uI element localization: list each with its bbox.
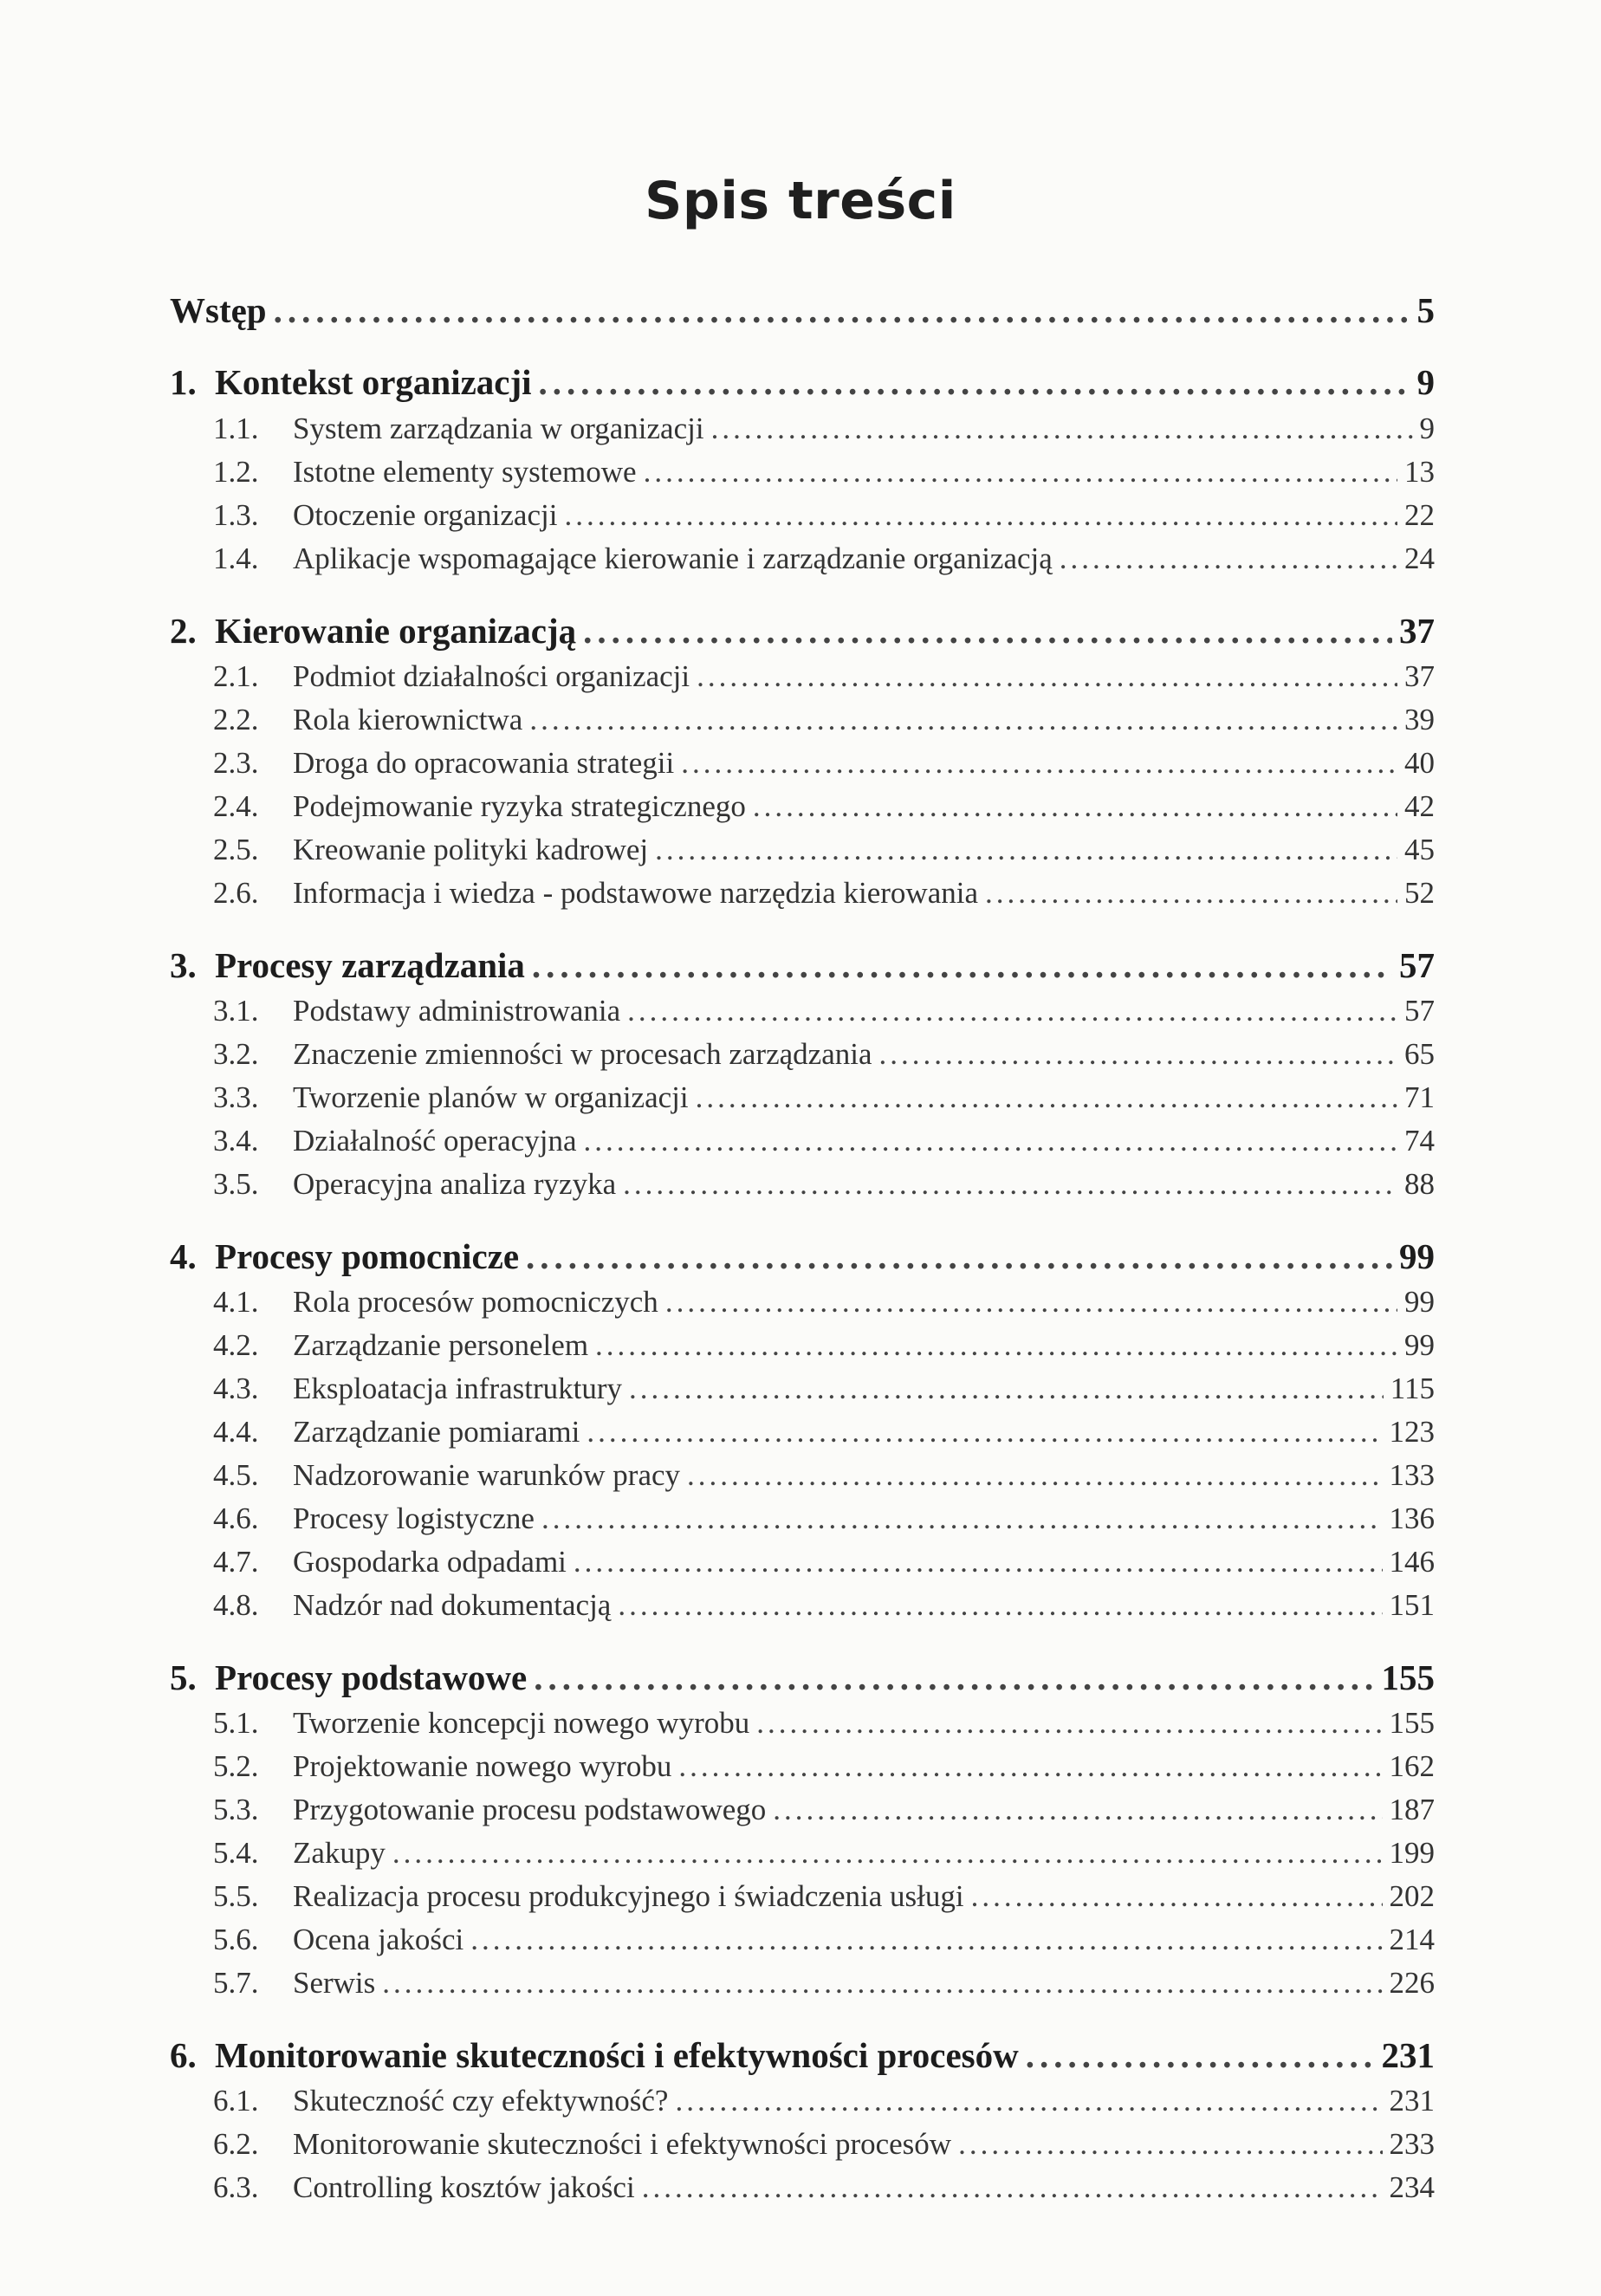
toc-label: Aplikacje wspomagające kierowanie i zarządzanie organizacją xyxy=(293,542,1053,575)
toc-chapter-row xyxy=(170,358,1435,406)
dot-leader xyxy=(756,1702,1382,1745)
dot-leader xyxy=(574,1540,1383,1584)
toc-number: 3.5. xyxy=(213,1167,259,1201)
toc-label: Podejmowanie ryzyka strategicznego xyxy=(293,789,746,823)
toc-label: Controlling kosztów jakości xyxy=(293,2170,635,2204)
toc-number: 1.1. xyxy=(213,412,259,445)
dot-leader xyxy=(526,1232,1392,1281)
toc-chapter-row xyxy=(170,2031,1435,2079)
dot-leader xyxy=(678,1745,1382,1788)
dot-leader xyxy=(753,785,1397,828)
toc-number: 4. xyxy=(170,1236,197,1276)
toc-page-number: 24 xyxy=(1404,542,1435,575)
toc-page-number: 9 xyxy=(1419,412,1435,445)
dot-leader xyxy=(382,1962,1382,2005)
toc-number: 6.3. xyxy=(213,2170,259,2204)
toc-number: 4.4. xyxy=(213,1415,259,1449)
dot-leader xyxy=(687,1454,1382,1497)
dot-leader xyxy=(629,1367,1384,1411)
toc-label: Działalność operacyjna xyxy=(293,1124,577,1158)
toc-section-row xyxy=(213,655,1435,698)
toc-page-number: 155 xyxy=(1381,1657,1435,1697)
toc-section-row xyxy=(213,1584,1435,1627)
toc-section-row xyxy=(213,1832,1435,1875)
toc-page-number: 155 xyxy=(1389,1706,1435,1740)
toc-page-number: 57 xyxy=(1404,994,1435,1028)
dot-leader xyxy=(642,2166,1383,2209)
toc-page-number: 133 xyxy=(1389,1458,1435,1492)
toc-section-row xyxy=(213,494,1435,537)
toc-number: 1.4. xyxy=(213,542,259,575)
toc-label: Informacja i wiedza - podstawowe narzędzia kierowania xyxy=(293,876,979,910)
toc-page-number: 52 xyxy=(1404,876,1435,910)
dot-leader xyxy=(958,2123,1382,2166)
toc-number: 6. xyxy=(170,2035,197,2075)
toc-label: Wstęp xyxy=(170,290,267,330)
dot-leader xyxy=(532,941,1392,989)
toc-label: Zakupy xyxy=(293,1836,386,1870)
dot-leader xyxy=(665,1281,1397,1324)
toc-number: 4.5. xyxy=(213,1458,259,1492)
toc-chapter-row xyxy=(170,286,1435,334)
toc-number: 2. xyxy=(170,611,197,651)
toc-number: 3. xyxy=(170,945,197,985)
toc-chapter-row xyxy=(170,606,1435,655)
toc-section-row xyxy=(213,407,1435,451)
toc-number: 4.8. xyxy=(213,1588,259,1622)
toc-page-number: 39 xyxy=(1404,703,1435,736)
toc-page-number: 42 xyxy=(1404,789,1435,823)
toc-page-number: 226 xyxy=(1389,1966,1435,2000)
dot-leader xyxy=(985,872,1397,915)
toc-number: 2.4. xyxy=(213,789,259,823)
toc-number: 5.5. xyxy=(213,1879,259,1913)
toc-page-number: 71 xyxy=(1404,1080,1435,1114)
toc-label: Rola procesów pomocniczych xyxy=(293,1285,658,1319)
toc-label: Przygotowanie procesu podstawowego xyxy=(293,1793,767,1826)
toc-number: 4.2. xyxy=(213,1328,259,1362)
dot-leader xyxy=(587,1411,1382,1454)
toc-section-row xyxy=(213,698,1435,742)
toc-number: 3.2. xyxy=(213,1037,259,1071)
dot-leader xyxy=(534,1653,1374,1702)
dot-leader xyxy=(595,1324,1397,1367)
toc-label: Istotne elementy systemowe xyxy=(293,455,637,489)
toc-section-row xyxy=(213,2123,1435,2166)
toc-section-row xyxy=(213,989,1435,1033)
toc-section-row xyxy=(213,1497,1435,1540)
toc-label: Monitorowanie skuteczności i efektywności procesów xyxy=(293,2127,952,2161)
dot-leader xyxy=(644,451,1397,494)
toc-number: 5.1. xyxy=(213,1706,259,1740)
toc-label: Kierowanie organizacją xyxy=(215,611,577,651)
toc-page-number: 99 xyxy=(1399,1236,1435,1276)
toc-number: 1.2. xyxy=(213,455,259,489)
toc-page-number: 151 xyxy=(1389,1588,1435,1622)
dot-leader xyxy=(529,698,1397,742)
toc-chapter-row xyxy=(170,1653,1435,1702)
dot-leader xyxy=(675,2079,1382,2123)
dot-leader xyxy=(971,1875,1383,1918)
toc-label: Procesy pomocnicze xyxy=(215,1236,520,1276)
toc-number: 5.7. xyxy=(213,1966,259,2000)
dot-leader xyxy=(773,1788,1382,1832)
toc-section-row xyxy=(213,742,1435,785)
toc-number: 3.3. xyxy=(213,1080,259,1114)
toc-label: Procesy podstawowe xyxy=(215,1657,528,1697)
toc-number: 3.4. xyxy=(213,1124,259,1158)
toc-label: Realizacja procesu produkcyjnego i świadczenia usługi xyxy=(293,1879,964,1913)
dot-leader xyxy=(1060,537,1397,580)
toc-label: Operacyjna analiza ryzyka xyxy=(293,1167,617,1201)
toc-page-number: 74 xyxy=(1404,1124,1435,1158)
toc-label: Zarządzanie personelem xyxy=(293,1328,589,1362)
toc-section-row xyxy=(213,1281,1435,1324)
dot-leader xyxy=(681,742,1397,785)
toc-page-number: 37 xyxy=(1399,611,1435,651)
toc-page-number: 233 xyxy=(1389,2127,1435,2161)
dot-leader xyxy=(627,989,1397,1033)
dot-leader xyxy=(539,358,1410,406)
toc-page-number: 187 xyxy=(1389,1793,1435,1826)
dot-leader xyxy=(470,1918,1382,1962)
toc-section-row xyxy=(213,451,1435,494)
toc-page-number: 45 xyxy=(1404,833,1435,866)
dot-leader xyxy=(564,494,1397,537)
toc-number: 5.6. xyxy=(213,1923,259,1956)
toc-label: Skuteczność czy efektywność? xyxy=(293,2084,669,2118)
toc-label: Rola kierownictwa xyxy=(293,703,523,736)
toc-number: 6.1. xyxy=(213,2084,259,2118)
dot-leader xyxy=(711,407,1413,451)
toc-page-number: 88 xyxy=(1404,1167,1435,1201)
toc-section-row xyxy=(213,2079,1435,2123)
toc-section-row xyxy=(213,2166,1435,2209)
toc-page-number: 136 xyxy=(1389,1501,1435,1535)
toc-label: Podmiot działalności organizacji xyxy=(293,659,690,693)
toc-label: Gospodarka odpadami xyxy=(293,1545,567,1579)
toc-number: 5.2. xyxy=(213,1749,259,1783)
toc-number: 2.1. xyxy=(213,659,259,693)
toc-section-row xyxy=(213,1076,1435,1119)
toc-number: 4.6. xyxy=(213,1501,259,1535)
toc-label: Kreowanie polityki kadrowej xyxy=(293,833,649,866)
toc-label: Tworzenie koncepcji nowego wyrobu xyxy=(293,1706,750,1740)
toc-number: 4.1. xyxy=(213,1285,259,1319)
toc-number: 2.6. xyxy=(213,876,259,910)
toc-section-row xyxy=(213,828,1435,872)
toc-page-number: 202 xyxy=(1389,1879,1435,1913)
toc-number: 3.1. xyxy=(213,994,259,1028)
toc-number: 1. xyxy=(170,362,197,402)
toc-page-number: 214 xyxy=(1389,1923,1435,1956)
toc-label: Procesy zarządzania xyxy=(215,945,525,985)
dot-leader xyxy=(618,1584,1382,1627)
dot-leader xyxy=(1026,2031,1375,2079)
toc-section-row xyxy=(213,1367,1435,1411)
toc-number: 4.3. xyxy=(213,1372,259,1405)
toc-number: 5. xyxy=(170,1657,197,1697)
dot-leader xyxy=(583,606,1392,655)
dot-leader xyxy=(655,828,1397,872)
table-of-contents xyxy=(170,0,1435,2296)
toc-section-row xyxy=(213,1875,1435,1918)
dot-leader xyxy=(274,286,1410,334)
toc-section-row xyxy=(213,1702,1435,1745)
page-title: Spis treści xyxy=(645,171,956,231)
toc-page-number: 65 xyxy=(1404,1037,1435,1071)
toc-page-number: 57 xyxy=(1399,945,1435,985)
toc-page-number: 5 xyxy=(1416,290,1435,330)
toc-label: Kontekst organizacji xyxy=(215,362,532,402)
dot-leader xyxy=(623,1163,1397,1206)
toc-label: Ocena jakości xyxy=(293,1923,464,1956)
toc-section-row xyxy=(213,785,1435,828)
toc-label: Monitorowanie skuteczności i efektywności procesów xyxy=(215,2035,1019,2075)
toc-number: 6.2. xyxy=(213,2127,259,2161)
toc-number: 1.3. xyxy=(213,498,259,532)
toc-page-number: 99 xyxy=(1404,1285,1435,1319)
toc-page-number: 162 xyxy=(1389,1749,1435,1783)
toc-label: Znaczenie zmienności w procesach zarządzania xyxy=(293,1037,872,1071)
toc-label: Tworzenie planów w organizacji xyxy=(293,1080,689,1114)
toc-page-number: 13 xyxy=(1404,455,1435,489)
toc-page-number: 231 xyxy=(1381,2035,1435,2075)
toc-chapter-row xyxy=(170,941,1435,989)
toc-number: 5.3. xyxy=(213,1793,259,1826)
toc-section-row xyxy=(213,1918,1435,1962)
toc-section-row xyxy=(213,1540,1435,1584)
toc-section-row xyxy=(213,1119,1435,1163)
toc-section-row xyxy=(213,1745,1435,1788)
toc-page-number: 231 xyxy=(1389,2084,1435,2118)
toc-section-row xyxy=(213,1411,1435,1454)
toc-label: Podstawy administrowania xyxy=(293,994,621,1028)
toc-label: Zarządzanie pomiarami xyxy=(293,1415,580,1449)
toc-page-number: 199 xyxy=(1389,1836,1435,1870)
dot-leader xyxy=(392,1832,1383,1875)
toc-page-number: 234 xyxy=(1389,2170,1435,2204)
toc-page-number: 22 xyxy=(1404,498,1435,532)
toc-label: Nadzorowanie warunków pracy xyxy=(293,1458,681,1492)
toc-label: Nadzór nad dokumentacją xyxy=(293,1588,612,1622)
toc-page-number: 115 xyxy=(1390,1372,1435,1405)
toc-label: Droga do opracowania strategii xyxy=(293,746,675,780)
toc-page-number: 37 xyxy=(1404,659,1435,693)
toc-page-number: 146 xyxy=(1389,1545,1435,1579)
toc-label: Procesy logistyczne xyxy=(293,1501,535,1535)
toc-number: 2.5. xyxy=(213,833,259,866)
toc-section-row xyxy=(213,1324,1435,1367)
toc-section-row xyxy=(213,1962,1435,2005)
toc-section-row xyxy=(213,1163,1435,1206)
toc-label: Eksploatacja infrastruktury xyxy=(293,1372,623,1405)
toc-page-number: 9 xyxy=(1416,362,1435,402)
toc-chapter-row xyxy=(170,1232,1435,1281)
dot-leader xyxy=(541,1497,1383,1540)
toc-section-row xyxy=(213,537,1435,580)
toc-label: Serwis xyxy=(293,1966,376,2000)
toc-label: Projektowanie nowego wyrobu xyxy=(293,1749,672,1783)
toc-page-number: 99 xyxy=(1404,1328,1435,1362)
dot-leader xyxy=(583,1119,1397,1163)
toc-number: 2.2. xyxy=(213,703,259,736)
toc-number: 5.4. xyxy=(213,1836,259,1870)
toc-label: System zarządzania w organizacji xyxy=(293,412,704,445)
toc-section-row xyxy=(213,1454,1435,1497)
toc-page-number: 40 xyxy=(1404,746,1435,780)
toc-section-row xyxy=(213,1788,1435,1832)
toc-label: Otoczenie organizacji xyxy=(293,498,558,532)
toc-section-row xyxy=(213,872,1435,915)
toc-page-number: 123 xyxy=(1389,1415,1435,1449)
dot-leader xyxy=(879,1033,1398,1076)
toc-number: 2.3. xyxy=(213,746,259,780)
toc-number: 4.7. xyxy=(213,1545,259,1579)
dot-leader xyxy=(696,1076,1397,1119)
toc-section-row xyxy=(213,1033,1435,1076)
dot-leader xyxy=(697,655,1397,698)
